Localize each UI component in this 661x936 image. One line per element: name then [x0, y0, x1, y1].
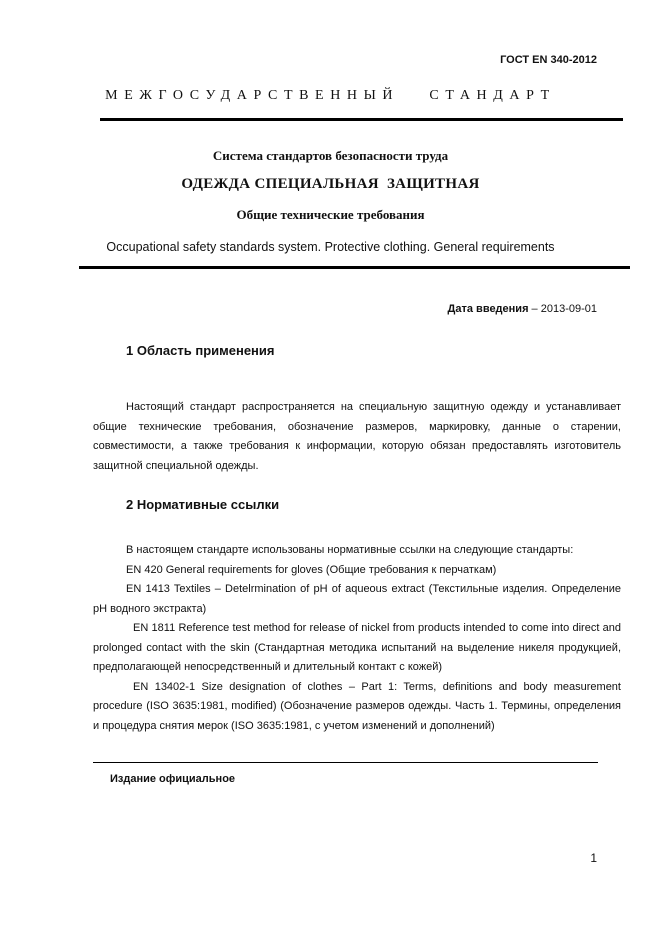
edition-label: Издание официальное — [110, 773, 236, 785]
document-subtitle: Общие технические требования — [236, 207, 425, 222]
section-heading-scope: 1 Область применения — [126, 343, 275, 358]
reference-item: EN 1413 Textiles – Detelrmination of pH of aqueous extract (Текстильные изделия. Определение рН водного экстракта) — [93, 583, 621, 615]
references-intro: В настоящем стандарте использованы нормативные ссылки на следующие стандарты: — [126, 544, 574, 556]
introduction-date-value: 2013-09-01 — [540, 303, 597, 315]
page-number: 1 — [590, 851, 597, 865]
scope-paragraph — [93, 398, 621, 476]
english-title: Occupational safety standards system. Protective clothing. General requirements — [106, 240, 555, 254]
reference-item: EN 420 General requirements for gloves (Общие требования к перчаткам) — [126, 563, 497, 576]
standards-series: Система стандартов безопасности труда — [212, 148, 449, 163]
section-heading-references: 2 Нормативные ссылки — [126, 497, 280, 512]
scope-text: Настоящий стандарт распространяется на специальную защитную одежду и устанавливает общие технические требования, обозначение размеров, маркировку, данные о старении, совместимости, а также требования к информации, которую обязан предоставлять изготовитель защитной специальной одежды. — [93, 401, 621, 472]
interstate-standard-label: МЕЖГОСУДАРСТВЕННЫЙ СТАНДАРТ — [105, 88, 556, 103]
reference-item: EN 1811 Reference test method for release of nickel from products intended to come into direct and prolonged contact with the skin (Стандартная методика испытаний на выделение никеля продукцией, предполагающей непосредственный и длительный контакт с кожей) — [93, 622, 621, 673]
footer-divider — [93, 762, 598, 763]
header-divider — [100, 118, 623, 121]
reference-item: EN 13402-1 Size designation of clothes – Part 1: Terms, definitions and body measurement procedure (ISO 3635:1981, modified) (Обозначение размеров одежды. Часть 1. Термины, определения и процедура снятия мерок (ISO 3635:1981, с учетом изменений и дополнений) — [93, 680, 621, 732]
introduction-date — [448, 303, 597, 315]
references-list — [93, 541, 621, 736]
standard-code: ГОСТ EN 340-2012 — [500, 54, 597, 66]
introduction-date-separator: – — [528, 303, 541, 315]
introduction-date-label: Дата введения — [447, 303, 529, 315]
document-title: ОДЕЖДА СПЕЦИАЛЬНАЯ ЗАЩИТНАЯ — [181, 176, 480, 192]
title-divider — [79, 266, 630, 269]
